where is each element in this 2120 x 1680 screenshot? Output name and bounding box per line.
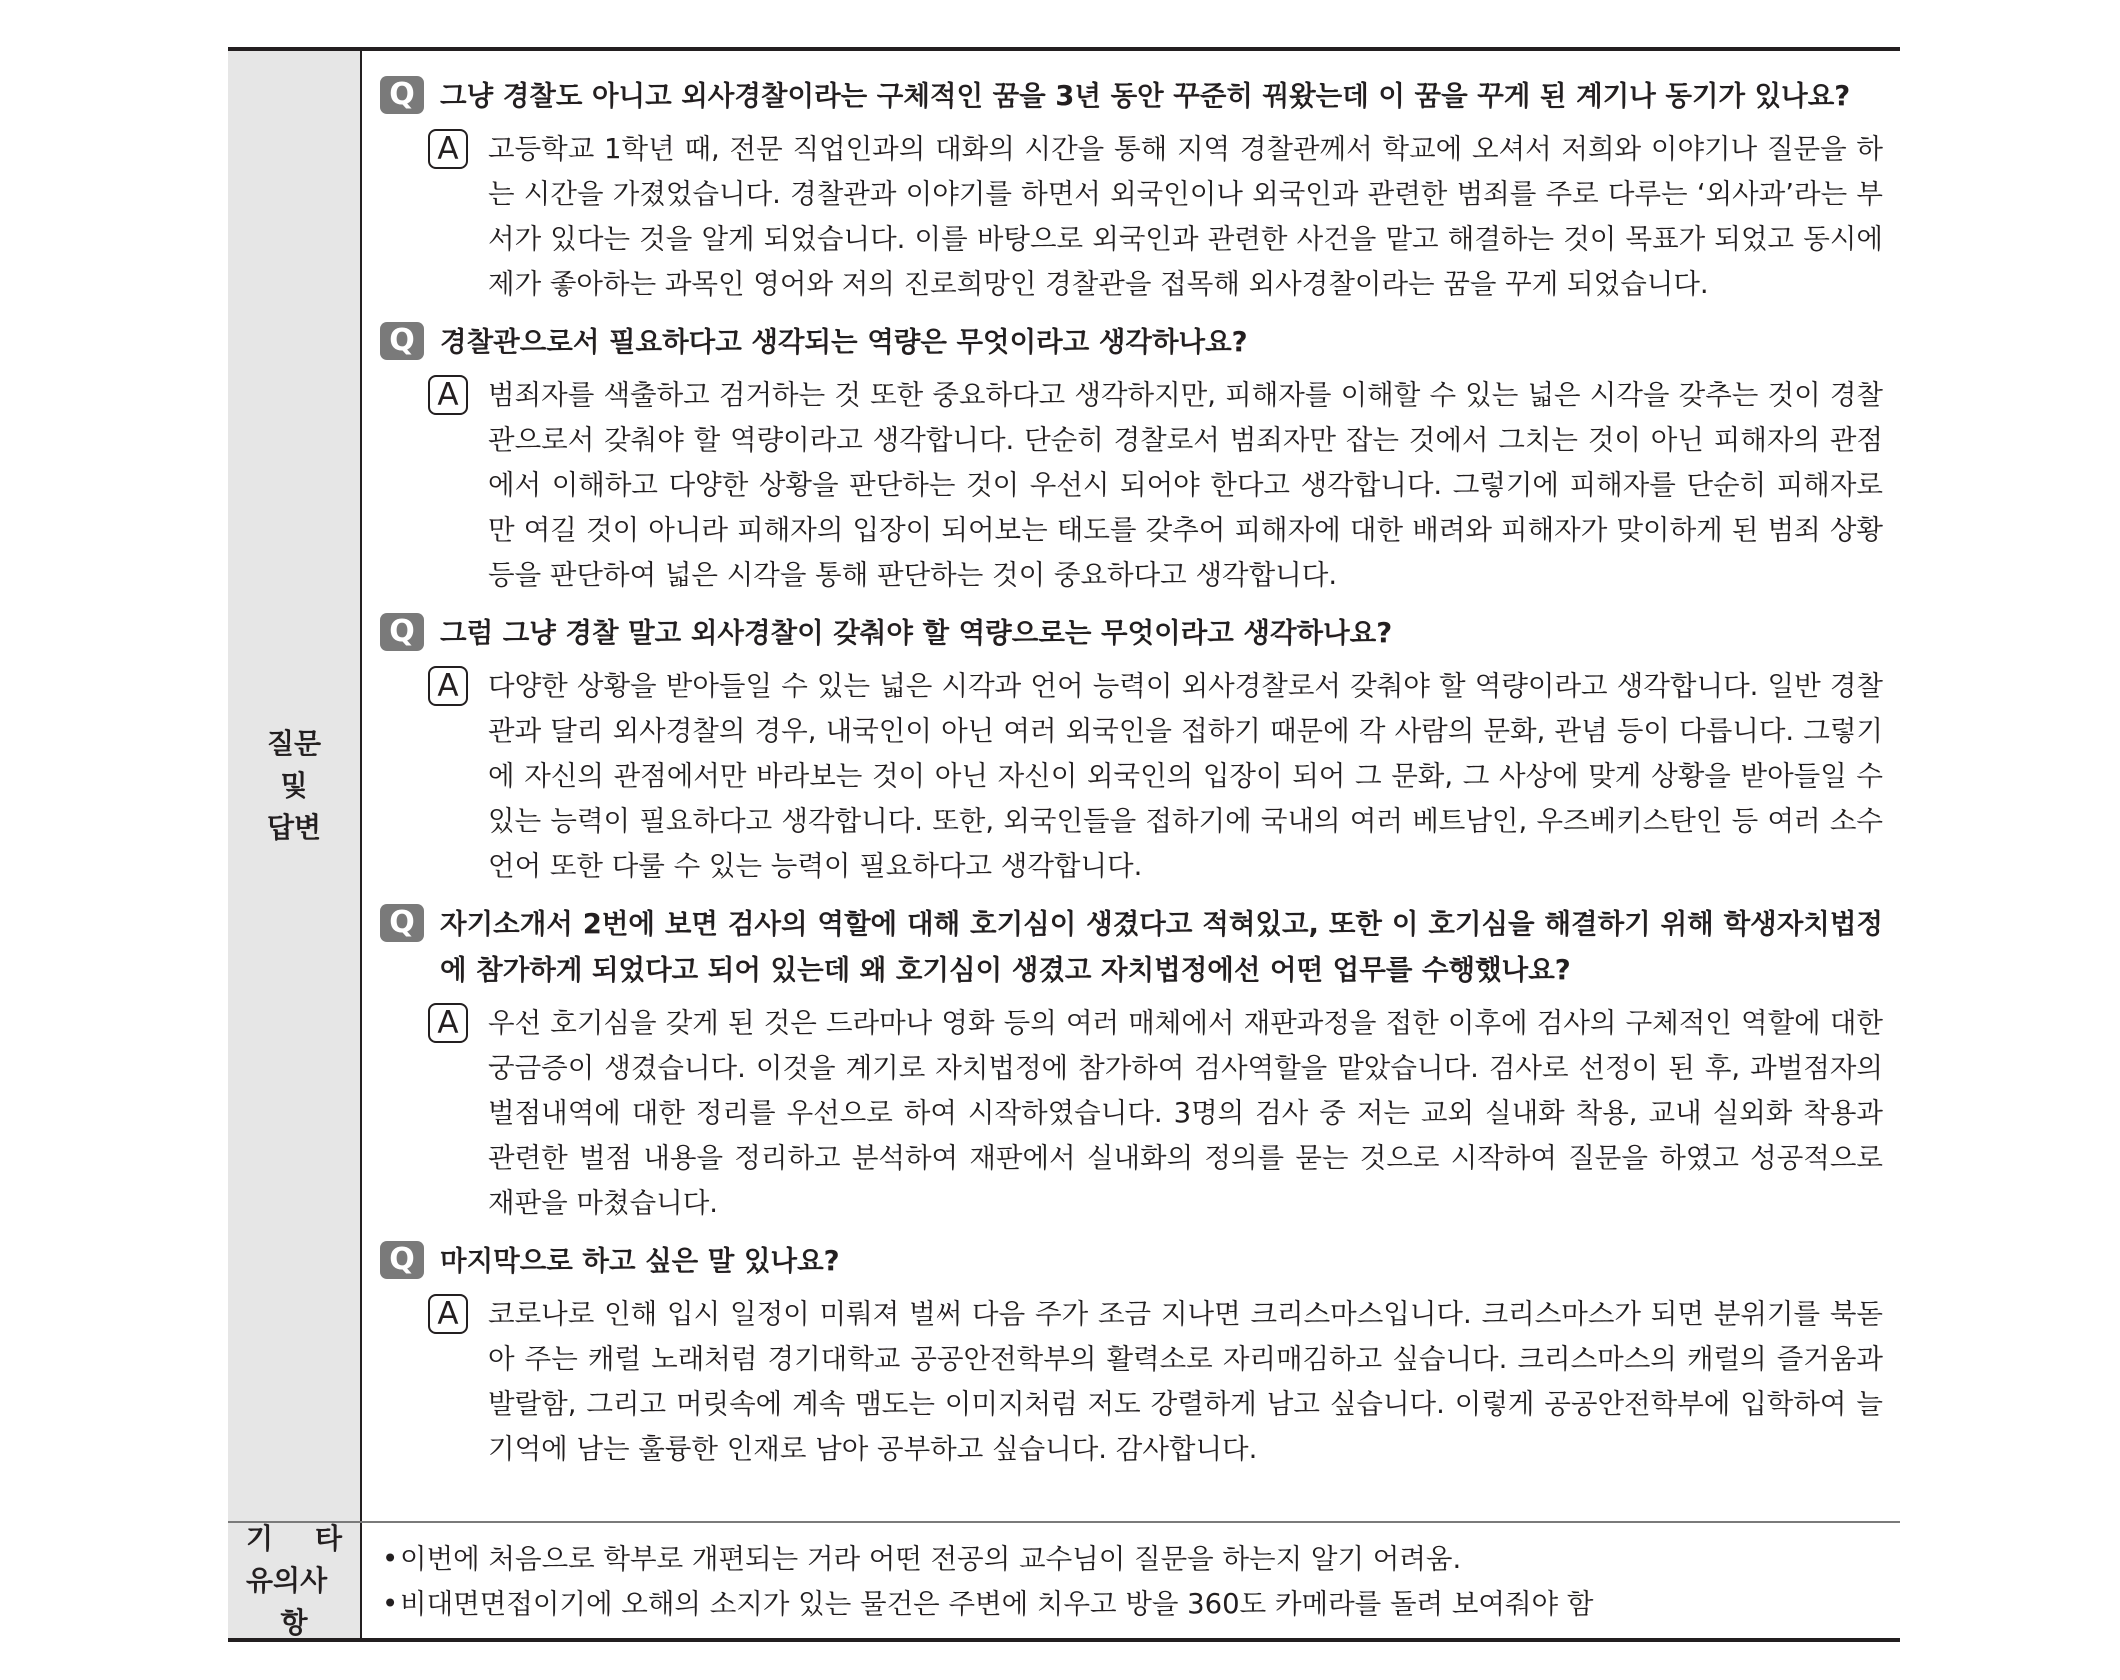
answer-text: 우선 호기심을 갖게 된 것은 드라마나 영화 등의 여러 매체에서 재판과정을 접한 이후에 검사의 구체적인 역할에 대한 궁금증이 생겼습니다. 이것을 계기로 자치법정에 참가하여 검사역할을 맡았습니다. 검사로 선정이 된 후, 과벌점자의 벌점내역에 대한 정리를 우선으로 하여 시작하였습니다. 3명의 검사 중 저는 교외 실내화 착용, 교내 실외화 착용과 관련한 벌점 내용을 정리하고 분석하여 재판에서 실내화의 정의를 묻는 것으로 시작하여 질문을 하였고 성공적으로 재판을 마쳤습니다.	[488, 1007, 1883, 1219]
question	[380, 319, 1883, 365]
answer-text: 범죄자를 색출하고 검거하는 것 또한 중요하다고 생각하지만, 피해자를 이해할 수 있는 넓은 시각을 갖추는 것이 경찰관으로서 갖춰야 할 역량이라고 생각합니다. 단순히 경찰로서 범죄자만 잡는 것에서 그치는 것이 아닌 피해자의 관점에서 이해하고 다양한 상황을 판단하는 것이 우선시 되어야 한다고 생각합니다. 그렇기에 피해자를 단순히 피해자로만 여길 것이 아니라 피해자의 입장이 되어보는 태도를 갖추어 피해자에 대한 배려와 피해자가 맞이하게 된 범죄 상황 등을 판단하여 넓은 시각을 통해 판단하는 것이 중요하다고 생각합니다.	[488, 379, 1883, 591]
a-badge-icon: A	[428, 666, 468, 706]
note-item	[382, 1582, 1880, 1627]
etc-heading	[246, 1518, 342, 1644]
bullet-icon: •	[382, 1543, 399, 1575]
q-badge-icon: Q	[380, 904, 424, 942]
etc-heading-line1	[246, 1518, 342, 1560]
qa-heading-cell	[228, 51, 362, 1521]
answer-text: 코로나로 인해 입시 일정이 미뤄져 벌써 다음 주가 조금 지나면 크리스마스입니다. 크리스마스가 되면 분위기를 북돋아 주는 캐럴 노래처럼 경기대학교 공공안전학부의 활력소로 자리매김하고 싶습니다. 크리스마스의 캐럴의 즐거움과 발랄함, 그리고 머릿속에 계속 맴도는 이미지처럼 저도 강렬하게 남고 싶습니다. 이렇게 공공안전학부에 입학하여 늘 기억에 남는 훌륭한 인재로 남아 공부하고 싶습니다. 감사합니다.	[488, 1298, 1883, 1465]
qa-body-cell	[362, 51, 1900, 1521]
answer	[380, 127, 1883, 307]
q-badge-icon: Q	[380, 613, 424, 651]
question	[380, 1238, 1883, 1284]
q-badge-icon: Q	[380, 1241, 424, 1279]
answer-text: 다양한 상황을 받아들일 수 있는 넓은 시각과 언어 능력이 외사경찰로서 갖춰야 할 역량이라고 생각합니다. 일반 경찰관과 달리 외사경찰의 경우, 내국인이 아닌 여러 외국인을 접하기 때문에 각 사람의 문화, 관념 등이 다릅니다. 그렇기에 자신의 관점에서만 바라보는 것이 아닌 자신이 외국인의 입장이 되어 그 문화, 그 사상에 맞게 상황을 받아들일 수 있는 능력이 필요하다고 생각합니다. 또한, 외국인들을 접하기에 국내의 여러 베트남인, 우즈베키스탄인 등 여러 소수 언어 또한 다룰 수 있는 능력이 필요하다고 생각합니다.	[488, 670, 1883, 882]
question-text: 자기소개서 2번에 보면 검사의 역할에 대해 호기심이 생겼다고 적혀있고, 또한 이 호기심을 해결하기 위해 학생자치법정에 참가하게 되었다고 되어 있는데 왜 호기심이 생겼고 자치법정에선 어떤 업무를 수행했나요?	[440, 908, 1883, 986]
a-badge-icon: A	[428, 1294, 468, 1334]
qa-item	[380, 901, 1883, 1226]
answer	[380, 373, 1883, 598]
answer	[380, 1001, 1883, 1226]
etc-heading-line2: 유의사항	[246, 1563, 328, 1639]
question	[380, 73, 1883, 119]
note-text: 이번에 처음으로 학부로 개편되는 거라 어떤 전공의 교수님이 질문을 하는지 알기 어려움.	[400, 1543, 1462, 1575]
question-text: 경찰관으로서 필요하다고 생각되는 역량은 무엇이라고 생각하나요?	[440, 326, 1248, 358]
q-badge-icon: Q	[380, 322, 424, 360]
note-item	[382, 1537, 1880, 1582]
qa-heading-line: 답변	[266, 811, 322, 844]
note-text: 비대면면접이기에 오해의 소지가 있는 물건은 주변에 치우고 방을 360도 카메라를 돌려 보여줘야 함	[400, 1588, 1594, 1620]
qa-heading	[267, 723, 321, 849]
interview-table	[228, 47, 1900, 1642]
question	[380, 901, 1883, 993]
a-badge-icon: A	[428, 1003, 468, 1043]
qa-item	[380, 73, 1883, 307]
answer	[380, 1292, 1883, 1472]
bullet-icon: •	[382, 1588, 399, 1620]
question-text: 마지막으로 하고 싶은 말 있나요?	[440, 1245, 840, 1277]
etc-body-cell	[362, 1523, 1900, 1638]
question	[380, 610, 1883, 656]
qa-heading-line: 및	[280, 769, 308, 802]
etc-row	[228, 1523, 1900, 1638]
answer-text: 고등학교 1학년 때, 전문 직업인과의 대화의 시간을 통해 지역 경찰관께서 학교에 오셔서 저희와 이야기나 질문을 하는 시간을 가졌었습니다. 경찰관과 이야기를 하면서 외국인이나 외국인과 관련한 범죄를 주로 다루는 ‘외사과’라는 부서가 있다는 것을 알게 되었습니다. 이를 바탕으로 외국인과 관련한 사건을 맡고 해결하는 것이 목표가 되었고 동시에 제가 좋아하는 과목인 영어와 저의 진로희망인 경찰관을 접목해 외사경찰이라는 꿈을 꾸게 되었습니다.	[488, 133, 1883, 300]
question-text: 그럼 그냥 경찰 말고 외사경찰이 갖춰야 할 역량으로는 무엇이라고 생각하나요?	[440, 617, 1393, 649]
qa-item	[380, 1238, 1883, 1472]
etc-heading-left: 기	[246, 1521, 274, 1555]
question-text: 그냥 경찰도 아니고 외사경찰이라는 구체적인 꿈을 3년 동안 꾸준히 꿔왔는데 이 꿈을 꾸게 된 계기나 동기가 있나요?	[440, 80, 1851, 112]
qa-row	[228, 51, 1900, 1523]
etc-heading-right: 타	[314, 1521, 342, 1555]
etc-heading-cell	[228, 1523, 362, 1638]
a-badge-icon: A	[428, 129, 468, 169]
qa-item	[380, 319, 1883, 598]
answer	[380, 664, 1883, 889]
qa-item	[380, 610, 1883, 889]
a-badge-icon: A	[428, 375, 468, 415]
qa-heading-line: 질문	[266, 727, 322, 760]
q-badge-icon: Q	[380, 76, 424, 114]
